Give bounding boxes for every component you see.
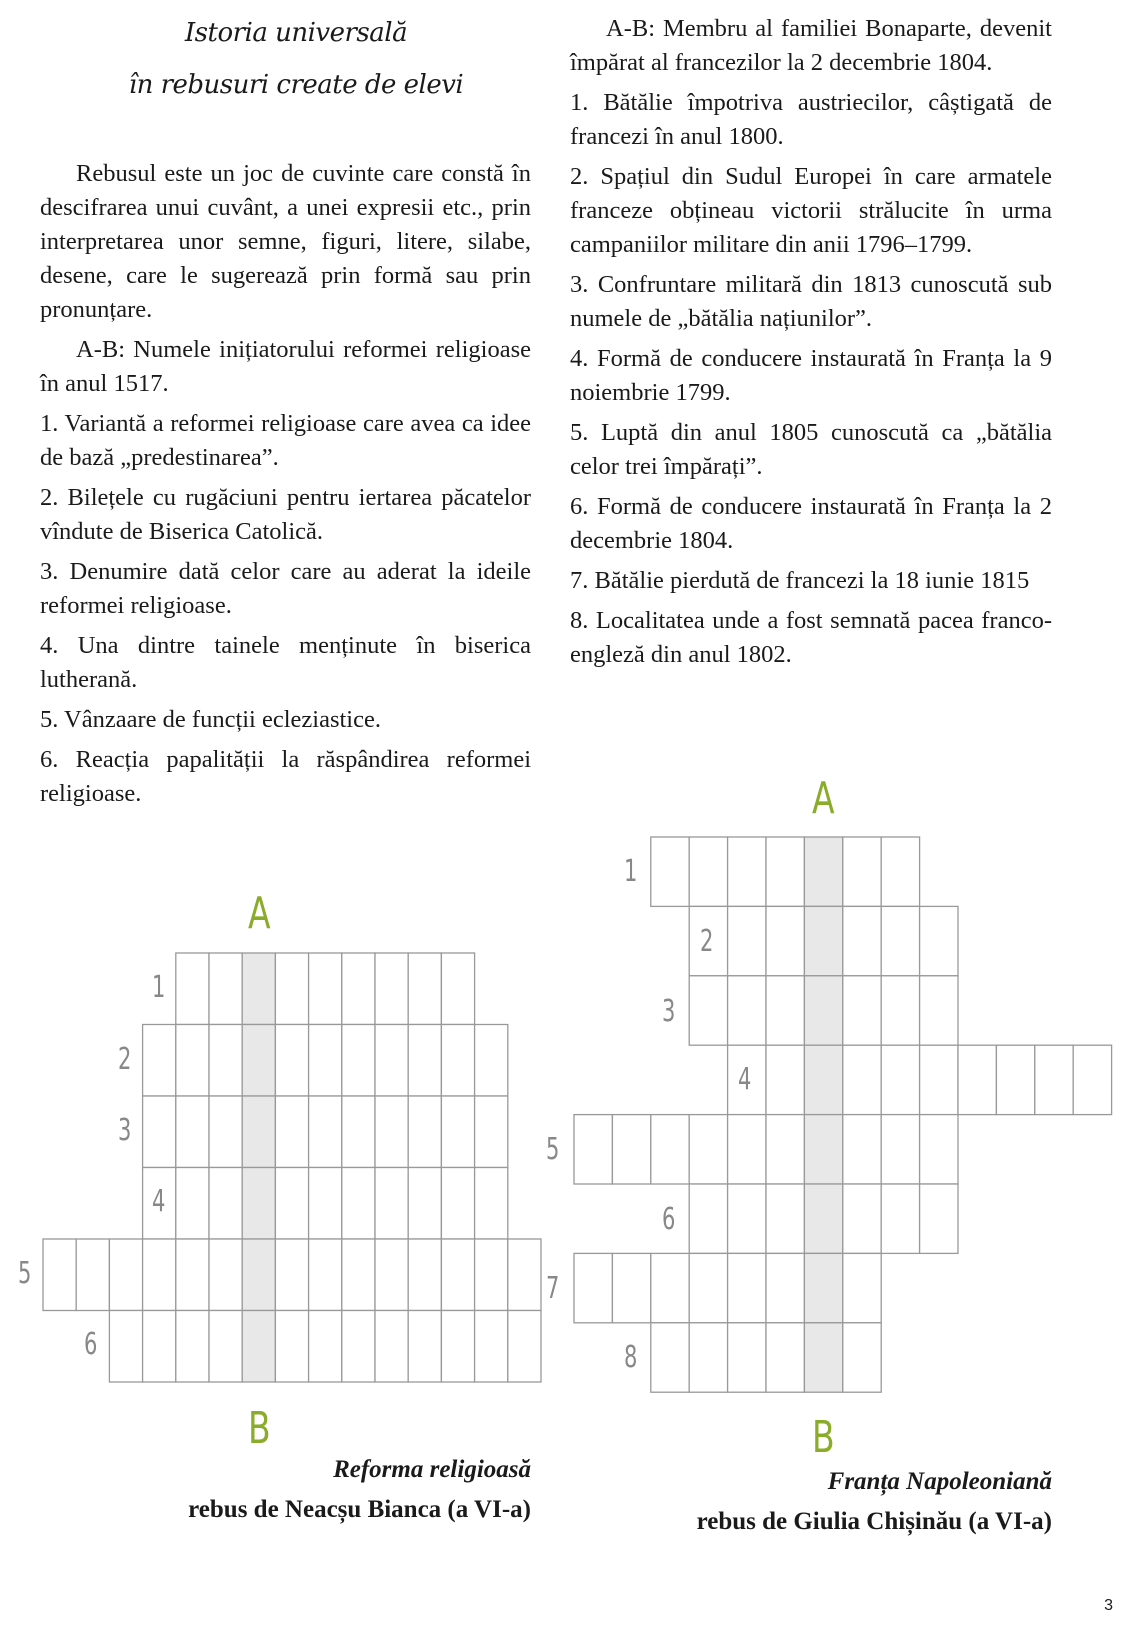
page-title-line1: Istoria universală	[184, 18, 408, 48]
right-grid-cell-r7-c0	[574, 1253, 612, 1322]
right-caption-title: Franța Napoleoniană	[827, 1468, 1052, 1495]
left-grid-cell-r1-c11	[408, 953, 441, 1025]
right-grid-cell-r1-c5	[766, 837, 804, 906]
right-grid-cell-r3-c4	[728, 976, 766, 1045]
right-grid-cell-r7-c2	[651, 1253, 689, 1322]
left-grid-cell-r2-c11	[408, 1025, 441, 1097]
right-grid-cell-r5-c0	[574, 1115, 612, 1184]
right-grid-cell-r7-c7	[843, 1253, 881, 1322]
right-grid-label-a: A	[812, 773, 835, 824]
right-grid-cell-r6-c9	[920, 1184, 958, 1253]
left-grid-cell-r3-c5	[209, 1096, 242, 1168]
left-grid-cell-r6-c11	[408, 1311, 441, 1383]
left-grid-cell-r4-c6	[242, 1168, 275, 1240]
right-grid-cell-r4-c12	[1035, 1045, 1073, 1114]
left-ab-clue: A-B: Numele inițiatorului reformei religioase în anul 1517.	[40, 336, 531, 397]
left-grid-cell-r6-c12	[441, 1311, 474, 1383]
right-grid-cell-r7-c5	[766, 1253, 804, 1322]
left-grid-cell-r2-c13	[475, 1025, 508, 1097]
right-grid-cell-r2-c4	[728, 906, 766, 975]
right-clue-7: 7. Bătălie pierdută de francezi la 18 iunie 1815	[570, 567, 1030, 594]
left-grid-cell-r5-c0	[43, 1239, 76, 1311]
left-grid-cell-r5-c5	[209, 1239, 242, 1311]
left-grid-cell-r6-c5	[209, 1311, 242, 1383]
right-row-number-7: 7	[546, 1271, 560, 1306]
left-grid-cell-r6-c10	[375, 1311, 408, 1383]
left-grid-cell-r3-c11	[408, 1096, 441, 1168]
right-grid-cell-r4-c6	[804, 1045, 842, 1114]
right-grid-cell-r3-c9	[920, 976, 958, 1045]
right-grid-cell-r3-c8	[881, 976, 919, 1045]
right-grid-cell-r2-c6	[804, 906, 842, 975]
right-grid-cell-r4-c8	[881, 1045, 919, 1114]
right-clue-8: 8. Localitatea unde a fost semnată pacea franco-engleză din anul 1802.	[570, 607, 1052, 668]
left-grid-cell-r1-c5	[209, 953, 242, 1025]
right-grid-cell-r6-c8	[881, 1184, 919, 1253]
left-grid-cell-r4-c11	[408, 1168, 441, 1240]
left-grid-cell-r3-c7	[275, 1096, 308, 1168]
left-grid-cell-r5-c1	[76, 1239, 109, 1311]
page-number: 3	[1104, 1597, 1113, 1614]
right-caption-author: rebus de Giulia Chișinău (a VI-a)	[696, 1508, 1052, 1535]
left-grid-cell-r2-c6	[242, 1025, 275, 1097]
left-caption-title: Reforma religioasă	[333, 1456, 531, 1483]
right-clue-5: 5. Luptă din anul 1805 cunoscută ca „bătălia celor trei împărați”.	[570, 419, 1052, 480]
left-grid-cell-r3-c10	[375, 1096, 408, 1168]
left-grid-cell-r5-c3	[143, 1239, 176, 1311]
left-grid-cell-r3-c9	[342, 1096, 375, 1168]
left-grid-cell-r4-c5	[209, 1168, 242, 1240]
left-grid-cell-r5-c14	[508, 1239, 541, 1311]
left-clue-1: 1. Variantă a reformei religioase care avea ca idee de bază „predestinarea”.	[40, 410, 531, 471]
left-grid-cell-r5-c12	[441, 1239, 474, 1311]
left-grid-cell-r1-c12	[441, 953, 474, 1025]
left-grid-cell-r3-c6	[242, 1096, 275, 1168]
left-grid-cell-r1-c8	[309, 953, 342, 1025]
right-grid-cell-r3-c7	[843, 976, 881, 1045]
left-grid-cell-r1-c7	[275, 953, 308, 1025]
right-grid-cell-r1-c8	[881, 837, 919, 906]
left-caption	[40, 1450, 531, 1530]
left-clue-4: 4. Una dintre tainele menținute în biserica lutherană.	[40, 632, 531, 693]
right-clue-6: 6. Formă de conducere instaurată în Franța la 2 decembrie 1804.	[570, 493, 1052, 554]
right-clue-2: 2. Spațiul din Sudul Europei în care armatele franceze obțineau victorii strălucite în urma campaniilor militare din anii 1796–1799.	[570, 163, 1052, 258]
intro-paragraph: Rebusul este un joc de cuvinte care constă în descifrarea unui cuvânt, a unei expresii etc., prin interpretarea unor semne, figuri, litere, silabe, desene, care le sugerează prin formă sau prin pronunțare.	[40, 160, 531, 323]
right-grid-cell-r1-c7	[843, 837, 881, 906]
right-grid-cell-r7-c1	[612, 1253, 650, 1322]
right-grid-cell-r4-c13	[1073, 1045, 1111, 1114]
right-grid-cell-r8-c4	[728, 1323, 766, 1392]
right-grid-cell-r4-c10	[958, 1045, 996, 1114]
left-grid-cell-r5-c2	[109, 1239, 142, 1311]
right-grid-cell-r5-c5	[766, 1115, 804, 1184]
left-grid-cell-r5-c9	[342, 1239, 375, 1311]
left-grid-cell-r3-c8	[309, 1096, 342, 1168]
left-grid-cell-r3-c12	[441, 1096, 474, 1168]
left-grid-cell-r5-c4	[176, 1239, 209, 1311]
right-grid-cell-r5-c2	[651, 1115, 689, 1184]
left-clue-6: 6. Reacția papalității la răspândirea reformei religioase.	[40, 746, 531, 807]
left-grid-cell-r4-c9	[342, 1168, 375, 1240]
left-grid-cell-r4-c13	[475, 1168, 508, 1240]
left-caption-author: rebus de Neacșu Bianca (a VI-a)	[188, 1496, 531, 1523]
right-grid-cell-r2-c9	[920, 906, 958, 975]
right-grid-cell-r6-c4	[728, 1184, 766, 1253]
left-row-number-1: 1	[152, 970, 166, 1005]
left-grid-cell-r5-c7	[275, 1239, 308, 1311]
left-grid-cell-r6-c7	[275, 1311, 308, 1383]
right-grid-cell-r4-c7	[843, 1045, 881, 1114]
left-grid-cell-r6-c4	[176, 1311, 209, 1383]
right-clue-3: 3. Confruntare militară din 1813 cunoscută sub numele de „bătălia națiunilor”.	[570, 271, 1052, 332]
right-row-number-1: 1	[624, 854, 638, 889]
left-clue-2: 2. Bilețele cu rugăciuni pentru iertarea păcatelor vîndute de Biserica Catolică.	[40, 484, 531, 545]
left-grid-cell-r1-c10	[375, 953, 408, 1025]
left-grid-cell-r5-c10	[375, 1239, 408, 1311]
right-grid-cell-r5-c6	[804, 1115, 842, 1184]
right-grid-cell-r3-c6	[804, 976, 842, 1045]
left-grid-cell-r1-c4	[176, 953, 209, 1025]
left-clue-5: 5. Vânzaare de funcții ecleziastice.	[40, 706, 381, 733]
right-grid-cell-r8-c5	[766, 1323, 804, 1392]
left-clue-3: 3. Denumire dată celor care au aderat la ideile reformei religioase.	[40, 558, 531, 619]
right-grid-cell-r3-c5	[766, 976, 804, 1045]
right-grid-cell-r2-c5	[766, 906, 804, 975]
left-grid-cell-r2-c10	[375, 1025, 408, 1097]
left-grid-cell-r4-c4	[176, 1168, 209, 1240]
right-grid-cell-r1-c6	[804, 837, 842, 906]
right-grid-cell-r7-c4	[728, 1253, 766, 1322]
left-grid-cell-r2-c12	[441, 1025, 474, 1097]
right-row-number-2: 2	[700, 924, 714, 959]
right-grid-cell-r1-c2	[651, 837, 689, 906]
right-ab-clue: A-B: Membru al familiei Bonaparte, devenit împărat al francezilor la 2 decembrie 1804.	[570, 15, 1052, 76]
left-grid-cell-r4-c10	[375, 1168, 408, 1240]
left-grid-cell-r6-c6	[242, 1311, 275, 1383]
left-grid-cell-r4-c12	[441, 1168, 474, 1240]
left-row-number-2: 2	[118, 1042, 132, 1077]
left-grid-cell-r4-c7	[275, 1168, 308, 1240]
left-grid-label-b: B	[248, 1403, 271, 1454]
right-grid-cell-r1-c4	[728, 837, 766, 906]
right-grid-cell-r5-c7	[843, 1115, 881, 1184]
right-grid-label-b: B	[812, 1412, 835, 1463]
right-grid-cell-r5-c8	[881, 1115, 919, 1184]
right-grid-cell-r5-c1	[612, 1115, 650, 1184]
left-grid-cell-r3-c3	[143, 1096, 176, 1168]
right-clue-4: 4. Formă de conducere instaurată în Franța la 9 noiembrie 1799.	[570, 345, 1052, 406]
left-grid-cell-r6-c2	[109, 1311, 142, 1383]
left-grid-label-a: A	[248, 888, 271, 939]
left-grid-cell-r5-c11	[408, 1239, 441, 1311]
right-grid-cell-r8-c7	[843, 1323, 881, 1392]
left-grid-cell-r5-c13	[475, 1239, 508, 1311]
right-grid-cell-r6-c7	[843, 1184, 881, 1253]
left-grid-cell-r6-c13	[475, 1311, 508, 1383]
right-grid-cell-r4-c9	[920, 1045, 958, 1114]
left-grid-cell-r5-c6	[242, 1239, 275, 1311]
right-grid-cell-r8-c2	[651, 1323, 689, 1392]
right-grid-cell-r2-c8	[881, 906, 919, 975]
left-row-number-6: 6	[84, 1327, 98, 1362]
right-grid-cell-r6-c6	[804, 1184, 842, 1253]
right-grid-cell-r8-c6	[804, 1323, 842, 1392]
left-grid-cell-r2-c9	[342, 1025, 375, 1097]
left-row-number-5: 5	[18, 1256, 32, 1291]
left-grid-cell-r2-c3	[143, 1025, 176, 1097]
left-grid-cell-r6-c9	[342, 1311, 375, 1383]
right-row-number-8: 8	[624, 1340, 638, 1375]
right-grid-cell-r7-c3	[689, 1253, 727, 1322]
right-row-number-5: 5	[546, 1132, 560, 1167]
left-grid-cell-r2-c4	[176, 1025, 209, 1097]
right-caption	[570, 1462, 1052, 1542]
right-clue-1: 1. Bătălie împotriva austriecilor, câștigată de francezi în anul 1800.	[570, 89, 1052, 150]
right-grid-cell-r4-c5	[766, 1045, 804, 1114]
left-grid-cell-r6-c3	[143, 1311, 176, 1383]
right-grid-cell-r6-c3	[689, 1184, 727, 1253]
right-grid-cell-r8-c3	[689, 1323, 727, 1392]
right-grid-cell-r7-c6	[804, 1253, 842, 1322]
left-grid-cell-r4-c8	[309, 1168, 342, 1240]
left-grid-cell-r3-c13	[475, 1096, 508, 1168]
right-row-number-4: 4	[738, 1062, 752, 1097]
left-grid-cell-r6-c14	[508, 1311, 541, 1383]
right-grid-cell-r5-c4	[728, 1115, 766, 1184]
right-row-number-3: 3	[662, 994, 676, 1029]
left-grid-cell-r6-c8	[309, 1311, 342, 1383]
right-grid-cell-r6-c5	[766, 1184, 804, 1253]
left-grid-cell-r5-c8	[309, 1239, 342, 1311]
right-grid-cell-r5-c3	[689, 1115, 727, 1184]
left-grid-cell-r2-c8	[309, 1025, 342, 1097]
left-row-number-4: 4	[152, 1184, 166, 1219]
left-grid-cell-r2-c7	[275, 1025, 308, 1097]
right-grid-cell-r5-c9	[920, 1115, 958, 1184]
right-grid-cell-r2-c7	[843, 906, 881, 975]
right-grid-cell-r3-c3	[689, 976, 727, 1045]
right-grid-cell-r1-c3	[689, 837, 727, 906]
right-row-number-6: 6	[662, 1202, 676, 1237]
left-grid-cell-r1-c6	[242, 953, 275, 1025]
page-title-line2: în rebusuri create de elevi	[128, 70, 464, 100]
left-grid-cell-r2-c5	[209, 1025, 242, 1097]
left-grid-cell-r1-c9	[342, 953, 375, 1025]
left-row-number-3: 3	[118, 1113, 132, 1148]
left-grid-cell-r3-c4	[176, 1096, 209, 1168]
right-grid-cell-r4-c11	[996, 1045, 1034, 1114]
